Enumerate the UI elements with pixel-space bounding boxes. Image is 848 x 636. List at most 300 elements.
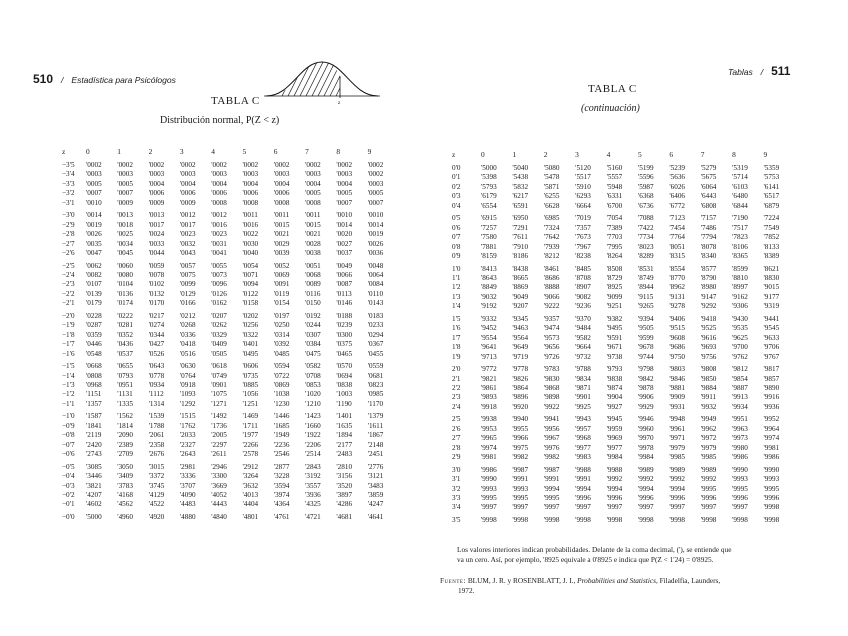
row-z-label: 0'3 bbox=[452, 192, 461, 201]
probability-cell: '0022 bbox=[242, 230, 259, 239]
probability-cell: '8051 bbox=[669, 242, 686, 251]
probability-cell: '0107 bbox=[86, 280, 102, 289]
row-z-label: −0'1 bbox=[62, 500, 75, 509]
probability-cell: '8212 bbox=[543, 252, 560, 261]
probability-cell: '9990 bbox=[481, 475, 497, 484]
right-column-header: 4 bbox=[606, 150, 611, 159]
probability-cell: '9778 bbox=[512, 365, 529, 374]
probability-cell: '9962 bbox=[700, 424, 717, 433]
probability-cell: '9949 bbox=[700, 415, 717, 424]
probability-cell: '0104 bbox=[117, 280, 133, 289]
probability-cell: '1335 bbox=[117, 399, 133, 408]
probability-cell: '5120 bbox=[575, 164, 591, 172]
probability-cell: '9997 bbox=[575, 503, 591, 512]
probability-cell: '7486 bbox=[700, 223, 717, 232]
probability-cell: '1515 bbox=[179, 412, 196, 421]
probability-cell: '0055 bbox=[211, 261, 227, 270]
probability-cell: '8790 bbox=[700, 273, 717, 282]
probability-cell: '9909 bbox=[669, 393, 686, 402]
probability-cell: '7580 bbox=[481, 233, 497, 242]
probability-cell: '9993 bbox=[732, 475, 748, 484]
probability-cell: '8461 bbox=[543, 264, 560, 273]
probability-cell: '6808 bbox=[700, 201, 717, 210]
probability-cell: '9192 bbox=[481, 302, 497, 311]
probability-cell: '9896 bbox=[512, 393, 529, 402]
probability-cell: '0021 bbox=[273, 230, 290, 239]
probability-cell: '8531 bbox=[637, 264, 654, 273]
probability-cell: '0004 bbox=[336, 179, 353, 188]
probability-cell: '6331 bbox=[606, 192, 623, 201]
probability-cell: '9207 bbox=[512, 302, 529, 311]
probability-cell: '0132 bbox=[148, 289, 165, 298]
probability-cell: '1562 bbox=[117, 412, 133, 421]
probability-cell: '2177 bbox=[336, 440, 353, 449]
probability-cell: '5832 bbox=[512, 182, 529, 191]
probability-cell: '2912 bbox=[242, 462, 259, 471]
probability-cell: '0007 bbox=[117, 189, 133, 198]
probability-cell: '0154 bbox=[273, 299, 290, 308]
probability-cell: '5478 bbox=[543, 173, 560, 182]
probability-cell: '1151 bbox=[86, 390, 102, 399]
row-z-label: −3'3 bbox=[62, 179, 75, 188]
right-column-header: 9 bbox=[763, 150, 768, 159]
left-column-header: 6 bbox=[273, 147, 278, 156]
probability-cell: '9599 bbox=[637, 333, 654, 342]
table-row bbox=[62, 340, 399, 349]
probability-cell: '9608 bbox=[669, 333, 686, 342]
probability-cell: '9788 bbox=[575, 365, 591, 374]
right-header-separator: / bbox=[760, 67, 764, 77]
probability-cell: '9986 bbox=[763, 453, 780, 462]
probability-cell: '9955 bbox=[512, 424, 529, 433]
probability-cell: '2033 bbox=[179, 431, 196, 440]
probability-cell: '9345 bbox=[512, 314, 529, 323]
table-row bbox=[452, 453, 795, 462]
probability-cell: '9998 bbox=[669, 515, 686, 524]
probability-cell: '0045 bbox=[117, 249, 133, 258]
probability-cell: '0002 bbox=[211, 161, 227, 169]
probability-cell: '9925 bbox=[575, 402, 591, 411]
probability-cell: '9131 bbox=[669, 292, 686, 301]
probability-cell: '9564 bbox=[512, 333, 529, 342]
source-publisher: , Filadelfia, Launders, bbox=[655, 576, 721, 585]
left-table-subtitle: Distribución normal, P(Z < z) bbox=[160, 115, 280, 126]
table-row bbox=[452, 425, 795, 434]
table-row bbox=[62, 441, 399, 450]
probability-cell: '8944 bbox=[637, 283, 654, 292]
probability-cell: '9922 bbox=[543, 402, 560, 411]
probability-cell: '8686 bbox=[543, 273, 560, 282]
table-row bbox=[452, 513, 795, 525]
probability-cell: '4364 bbox=[273, 500, 290, 509]
probability-cell: '1492 bbox=[211, 412, 227, 421]
probability-cell: '9934 bbox=[732, 402, 748, 411]
probability-cell: '5319 bbox=[732, 164, 748, 172]
source-label: Fuente: bbox=[440, 576, 466, 585]
probability-cell: '9066 bbox=[543, 292, 560, 301]
probability-cell: '8186 bbox=[512, 252, 529, 261]
probability-cell: '4090 bbox=[179, 490, 196, 499]
table-row bbox=[62, 381, 399, 390]
probability-cell: '0029 bbox=[273, 239, 290, 248]
probability-cell: '8508 bbox=[606, 264, 623, 273]
probability-cell: '1357 bbox=[86, 399, 102, 408]
probability-cell: '0035 bbox=[86, 239, 102, 248]
row-z-label: −0'2 bbox=[62, 490, 75, 499]
probability-cell: '1635 bbox=[336, 421, 353, 430]
probability-cell: '0004 bbox=[273, 179, 290, 188]
left-column-header: 4 bbox=[211, 147, 215, 156]
row-z-label: −1'1 bbox=[62, 399, 75, 408]
probability-cell: '9994 bbox=[637, 484, 654, 493]
probability-cell: '9430 bbox=[732, 314, 748, 323]
row-z-label: −2'8 bbox=[62, 230, 75, 239]
probability-cell: '0005 bbox=[117, 179, 133, 188]
probability-cell: '7454 bbox=[669, 223, 686, 232]
probability-cell: '9980 bbox=[732, 443, 748, 452]
probability-cell: '1611 bbox=[367, 421, 384, 430]
probability-cell: '0007 bbox=[367, 198, 384, 207]
probability-cell: '0023 bbox=[211, 230, 227, 239]
table-row bbox=[452, 485, 795, 494]
probability-cell: '7190 bbox=[732, 214, 748, 223]
probability-cell: '9505 bbox=[637, 324, 654, 333]
probability-cell: '0019 bbox=[367, 230, 384, 239]
probability-cell: '9965 bbox=[481, 434, 497, 443]
probability-cell: '7389 bbox=[606, 223, 623, 232]
probability-cell: '4840 bbox=[211, 512, 227, 521]
probability-cell: '0071 bbox=[242, 270, 259, 279]
probability-cell: '0244 bbox=[305, 321, 321, 330]
probability-cell: '9996 bbox=[669, 493, 686, 502]
row-z-label: 0'2 bbox=[452, 182, 461, 191]
probability-cell: '0091 bbox=[273, 280, 290, 289]
row-z-label: −2'7 bbox=[62, 239, 75, 248]
probability-cell: '4404 bbox=[242, 500, 259, 509]
table-row bbox=[452, 302, 795, 311]
probability-cell: '9991 bbox=[543, 475, 560, 484]
probability-cell: '9997 bbox=[637, 503, 654, 512]
probability-cell: '6026 bbox=[669, 182, 686, 191]
probability-cell: '7257 bbox=[481, 223, 497, 232]
probability-cell: '4522 bbox=[148, 500, 165, 509]
probability-cell: '9099 bbox=[606, 292, 623, 301]
probability-cell: '6443 bbox=[700, 192, 717, 201]
probability-cell: '9997 bbox=[606, 503, 623, 512]
probability-cell: '9991 bbox=[575, 475, 591, 484]
probability-cell: '3783 bbox=[117, 481, 133, 490]
row-z-label: 3'2 bbox=[452, 484, 461, 493]
row-z-label: −0'0 bbox=[62, 512, 75, 521]
probability-cell: '0934 bbox=[148, 380, 165, 389]
row-z-label: 0'9 bbox=[452, 252, 461, 261]
probability-cell: '9970 bbox=[637, 434, 654, 443]
probability-cell: '0294 bbox=[367, 330, 384, 339]
probability-cell: '9994 bbox=[669, 484, 686, 493]
probability-cell: '9988 bbox=[575, 465, 591, 474]
probability-cell: '0392 bbox=[273, 340, 290, 349]
probability-cell: '8665 bbox=[512, 273, 529, 282]
table-row bbox=[62, 230, 399, 239]
left-table-header-row bbox=[62, 147, 399, 161]
row-z-label: −2'2 bbox=[62, 289, 75, 298]
probability-cell: '2451 bbox=[367, 450, 384, 459]
probability-cell: '9319 bbox=[763, 302, 780, 311]
probability-cell: '9990 bbox=[763, 465, 780, 474]
probability-cell: '0764 bbox=[179, 371, 196, 380]
probability-cell: '9767 bbox=[763, 352, 780, 361]
row-z-label: 1'2 bbox=[452, 283, 461, 292]
probability-cell: '0008 bbox=[211, 198, 227, 207]
probability-cell: '7054 bbox=[606, 214, 623, 223]
probability-cell: '9966 bbox=[512, 434, 529, 443]
probability-cell: '9463 bbox=[512, 324, 529, 333]
probability-cell: '8729 bbox=[606, 273, 623, 282]
probability-cell: '0668 bbox=[86, 362, 102, 371]
probability-cell: '5517 bbox=[575, 173, 591, 182]
z-table-positive bbox=[452, 150, 795, 525]
probability-cell: '9821 bbox=[481, 374, 497, 383]
probability-cell: '0036 bbox=[367, 249, 384, 258]
probability-cell: '0008 bbox=[242, 198, 259, 207]
probability-cell: '8577 bbox=[700, 264, 717, 273]
table-row bbox=[452, 494, 795, 503]
table-row bbox=[62, 290, 399, 299]
row-z-label: 1'9 bbox=[452, 352, 461, 361]
probability-cell: '0003 bbox=[273, 170, 290, 179]
probability-cell: '0281 bbox=[117, 321, 133, 330]
probability-cell: '9306 bbox=[732, 302, 748, 311]
row-z-label: −1'8 bbox=[62, 330, 75, 339]
probability-cell: '0031 bbox=[211, 239, 227, 248]
probability-cell: '9996 bbox=[606, 493, 623, 502]
probability-cell: '8749 bbox=[637, 273, 654, 282]
left-page-number: 510 bbox=[33, 72, 54, 86]
table-row bbox=[62, 170, 399, 179]
probability-cell: '8238 bbox=[575, 252, 591, 261]
probability-cell: '9992 bbox=[606, 475, 623, 484]
right-page-header bbox=[728, 62, 790, 80]
left-column-header: 0 bbox=[86, 147, 90, 156]
probability-cell: '2266 bbox=[242, 440, 259, 449]
probability-cell: '0078 bbox=[148, 270, 165, 279]
probability-cell: '9868 bbox=[543, 383, 560, 392]
probability-cell: '9995 bbox=[512, 493, 529, 502]
probability-cell: '4681 bbox=[336, 512, 353, 521]
probability-cell: '1587 bbox=[86, 412, 102, 421]
probability-cell: '5239 bbox=[669, 164, 686, 172]
probability-cell: '9977 bbox=[606, 443, 623, 452]
source-title: Probabilities and Statistics bbox=[577, 576, 656, 585]
left-table-title: TABLA C bbox=[211, 95, 260, 107]
probability-cell: '0015 bbox=[305, 220, 321, 229]
probability-cell: '3300 bbox=[211, 472, 227, 481]
right-column-header: 3 bbox=[575, 150, 579, 159]
shaded-area bbox=[282, 60, 354, 96]
probability-cell: '3121 bbox=[367, 472, 384, 481]
probability-cell: '9968 bbox=[575, 434, 591, 443]
probability-cell: '6217 bbox=[512, 192, 529, 201]
probability-cell: '0011 bbox=[305, 211, 321, 220]
probability-cell: '9545 bbox=[763, 324, 780, 333]
probability-cell: '9357 bbox=[543, 314, 560, 323]
probability-cell: '0485 bbox=[273, 349, 290, 358]
probability-cell: '2611 bbox=[211, 450, 227, 459]
right-table-subtitle: (continuación) bbox=[581, 103, 640, 114]
probability-cell: '0012 bbox=[211, 211, 227, 220]
left-column-header: 5 bbox=[242, 147, 247, 156]
probability-cell: '2119 bbox=[86, 431, 102, 440]
probability-cell: '0217 bbox=[148, 311, 165, 320]
probability-cell: '9082 bbox=[575, 292, 591, 301]
probability-cell: '1841 bbox=[86, 421, 102, 430]
probability-cell: '0044 bbox=[148, 249, 165, 258]
probability-cell: '9032 bbox=[481, 292, 497, 301]
probability-cell: '8133 bbox=[763, 242, 780, 251]
probability-cell: '4286 bbox=[336, 500, 353, 509]
table-row bbox=[452, 283, 795, 292]
row-z-label: −0'8 bbox=[62, 431, 75, 440]
probability-cell: '3632 bbox=[242, 481, 259, 490]
probability-cell: '0119 bbox=[273, 289, 290, 298]
probability-cell: '9986 bbox=[481, 465, 497, 474]
probability-cell: '0409 bbox=[211, 340, 227, 349]
probability-cell: '0793 bbox=[117, 371, 133, 380]
probability-cell: '9864 bbox=[512, 383, 529, 392]
probability-cell: '0017 bbox=[179, 220, 196, 229]
table-row bbox=[62, 431, 399, 440]
probability-cell: '0139 bbox=[86, 289, 102, 298]
probability-cell: '6064 bbox=[700, 182, 717, 191]
probability-cell: '6950 bbox=[512, 214, 529, 223]
probability-cell: '9948 bbox=[669, 415, 686, 424]
row-z-label: 1'0 bbox=[452, 264, 461, 273]
row-z-label: −1'5 bbox=[62, 362, 75, 371]
probability-cell: '1423 bbox=[305, 412, 321, 421]
probability-cell: '9943 bbox=[575, 415, 591, 424]
probability-cell: '9978 bbox=[637, 443, 654, 452]
probability-cell: '5199 bbox=[637, 164, 654, 172]
table-row bbox=[62, 299, 399, 308]
probability-cell: '0021 bbox=[305, 230, 321, 239]
probability-cell: '0059 bbox=[148, 261, 165, 270]
probability-cell: '0526 bbox=[148, 349, 165, 358]
probability-cell: '0013 bbox=[148, 211, 165, 220]
probability-cell: '8907 bbox=[575, 283, 591, 292]
table-row bbox=[452, 164, 795, 173]
probability-cell: '0222 bbox=[117, 311, 133, 320]
probability-cell: '1093 bbox=[179, 390, 196, 399]
probability-cell: '9656 bbox=[543, 343, 560, 352]
table-row bbox=[452, 444, 795, 453]
probability-cell: '6141 bbox=[763, 182, 780, 191]
probability-cell: '0004 bbox=[211, 179, 227, 188]
row-z-label: −0'9 bbox=[62, 421, 75, 430]
probability-cell: '0749 bbox=[211, 371, 227, 380]
probability-cell: '0006 bbox=[179, 189, 196, 198]
probability-cell: '5871 bbox=[543, 182, 560, 191]
probability-cell: '0681 bbox=[367, 371, 384, 380]
probability-cell: '6664 bbox=[575, 201, 591, 210]
probability-cell: '5160 bbox=[606, 164, 623, 172]
probability-cell: '6293 bbox=[575, 192, 591, 201]
probability-cell: '0505 bbox=[211, 349, 227, 358]
probability-cell: '0606 bbox=[242, 362, 259, 371]
probability-cell: '0004 bbox=[305, 179, 321, 188]
probability-cell: '2981 bbox=[179, 462, 196, 471]
probability-cell: '8389 bbox=[763, 252, 780, 261]
probability-cell: '0009 bbox=[148, 198, 165, 207]
book-title: Estadística para Psicólogos bbox=[71, 75, 176, 85]
probability-cell: '7357 bbox=[575, 223, 591, 232]
probability-cell: '1292 bbox=[179, 399, 196, 408]
source-year: 1972. bbox=[458, 586, 475, 595]
table-row bbox=[452, 293, 795, 302]
probability-cell: '0329 bbox=[211, 330, 227, 339]
probability-cell: '0559 bbox=[367, 362, 384, 371]
probability-cell: '0643 bbox=[148, 362, 165, 371]
row-z-label: −3'5 bbox=[62, 161, 75, 169]
probability-cell: '9993 bbox=[763, 475, 780, 484]
footnote-line-1: Los valores interiores indican probabilidades. Delante de la coma decimal, ('), se entiende que bbox=[457, 545, 732, 554]
probability-cell: '7019 bbox=[575, 214, 591, 223]
probability-cell: '1762 bbox=[179, 421, 196, 430]
probability-cell: '9960 bbox=[637, 424, 654, 433]
probability-cell: '0548 bbox=[86, 349, 102, 358]
probability-cell: '1685 bbox=[273, 421, 290, 430]
probability-cell: '9693 bbox=[700, 343, 717, 352]
probability-cell: '9292 bbox=[700, 302, 717, 311]
table-row bbox=[452, 274, 795, 283]
probability-cell: '0099 bbox=[179, 280, 196, 289]
table-row bbox=[62, 390, 399, 399]
probability-cell: '9979 bbox=[700, 443, 717, 452]
probability-cell: '9649 bbox=[512, 343, 529, 352]
row-z-label: −2'0 bbox=[62, 311, 75, 320]
table-row bbox=[62, 359, 399, 371]
probability-cell: '8289 bbox=[637, 252, 654, 261]
row-z-label: 2'5 bbox=[452, 415, 461, 424]
probability-cell: '0012 bbox=[179, 211, 196, 220]
probability-cell: '6985 bbox=[543, 214, 560, 223]
probability-cell: '0006 bbox=[273, 189, 290, 198]
probability-cell: '3745 bbox=[148, 481, 165, 490]
probability-cell: '1949 bbox=[273, 431, 290, 440]
probability-cell: '5080 bbox=[543, 164, 560, 172]
probability-cell: '9671 bbox=[606, 343, 623, 352]
row-z-label: 0'6 bbox=[452, 223, 461, 232]
probability-cell: '8438 bbox=[512, 264, 529, 273]
row-z-label: −1'2 bbox=[62, 390, 75, 399]
probability-cell: '6772 bbox=[669, 201, 686, 210]
probability-cell: '9834 bbox=[575, 374, 591, 383]
probability-cell: '9049 bbox=[512, 292, 529, 301]
probability-cell: '0040 bbox=[242, 249, 259, 258]
probability-cell: '0003 bbox=[305, 170, 321, 179]
row-z-label: 0'7 bbox=[452, 233, 461, 242]
probability-cell: '6700 bbox=[606, 201, 623, 210]
probability-cell: '0384 bbox=[305, 340, 321, 349]
curve-line bbox=[266, 62, 378, 96]
probability-cell: '0064 bbox=[367, 270, 384, 279]
probability-cell: '9992 bbox=[669, 475, 686, 484]
table-row bbox=[452, 173, 795, 182]
probability-cell: '0024 bbox=[148, 230, 165, 239]
table-row bbox=[62, 422, 399, 431]
row-z-label: 2'6 bbox=[452, 424, 461, 433]
probability-cell: '0019 bbox=[86, 220, 102, 229]
probability-cell: '7549 bbox=[763, 223, 780, 232]
